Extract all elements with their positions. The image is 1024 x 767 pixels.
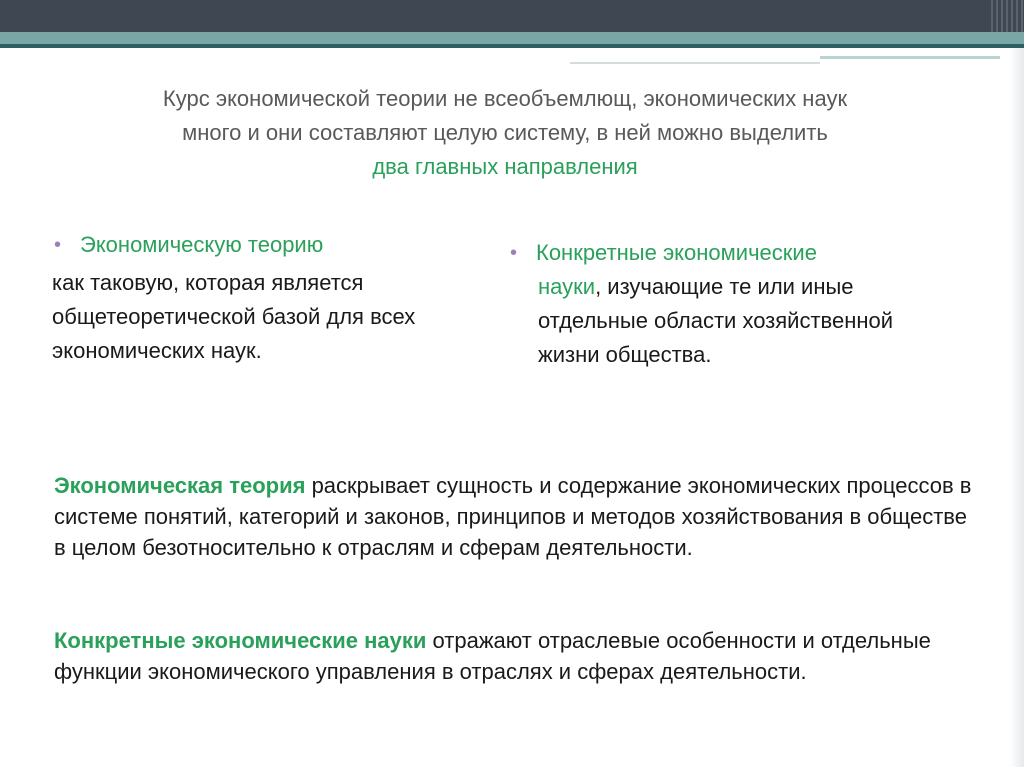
title-line-2: много и они составляют целую систему, в ней можно выделить (182, 120, 828, 145)
slide-title (40, 82, 970, 184)
paragraph1-text: раскрывает сущность и содержание экономических процессов в системе понятий, категорий и законов, принципов и методов хозяйствования в обществе в целом безотносительно к отраслям и сферам деятельности. (54, 473, 972, 560)
grey-accent-line (570, 62, 820, 64)
header-bar (0, 0, 1024, 32)
right-body (508, 270, 958, 372)
title-line-1: Курс экономической теории не всеобъемлющ, экономических наук (162, 86, 848, 111)
bullet-dot-icon: • (54, 234, 62, 256)
paragraph-economic-theory (54, 470, 974, 563)
slide-edge-shadow (1010, 48, 1024, 767)
left-body: как таковую, которая является общетеоретической базой для всех экономических наук. (52, 270, 416, 363)
bullet-dot-icon: • (510, 242, 518, 264)
left-bullet (52, 228, 472, 262)
teal-light-line (820, 56, 1000, 59)
right-heading-line-1: Конкретные экономические (536, 240, 817, 265)
paragraph1-term: Экономическая теория (54, 473, 306, 498)
header-stripes (988, 0, 1024, 32)
right-body-rest: отдельные области хозяйственной жизни общества. (538, 308, 894, 367)
paragraph-specific-sciences (54, 625, 974, 687)
right-column (508, 236, 958, 372)
left-column (52, 228, 472, 368)
teal-dark-line (0, 44, 1024, 48)
right-bullet (508, 236, 958, 270)
right-heading-line-2: науки (538, 274, 596, 299)
paragraph2-term: Конкретные экономические науки (54, 628, 427, 653)
title-line-3: два главных направления (372, 154, 638, 179)
left-heading: Экономическую теорию (80, 232, 324, 257)
right-body-first: , изучающие те или иные (595, 274, 854, 299)
teal-band (0, 32, 1024, 44)
paragraph2-text: отражают отраслевые особенности и отдельные функции экономического управления в отраслях и сферах деятельности. (54, 628, 931, 684)
